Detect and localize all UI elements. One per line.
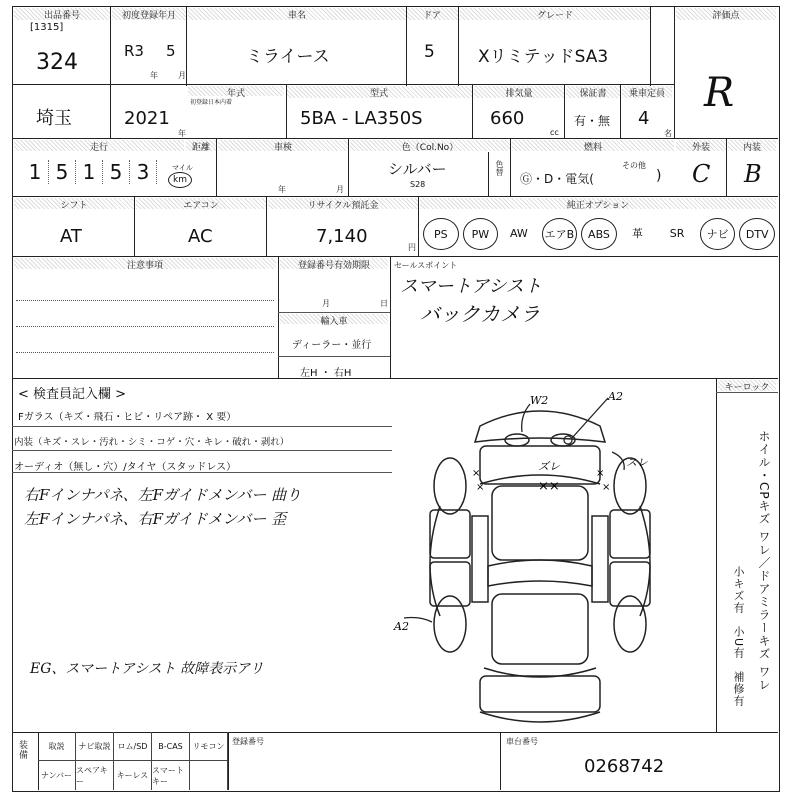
inspector-row-glass: Fガラス（キズ・飛石・ヒビ・リペア跡・ X 要） <box>18 412 237 423</box>
ext-score: C <box>692 160 711 188</box>
hdr-sales-points: セールスポイント <box>394 261 458 270</box>
side-legend: ホイル・CPキズ ワレ／ドアミラーキズ ワレ <box>757 430 771 692</box>
aircon-value: AC <box>188 226 213 247</box>
hdr-lot: 出品番号 <box>14 8 110 20</box>
displacement-unit: cc <box>550 128 559 137</box>
reg-expiry-day: 日 <box>380 299 388 308</box>
hdr-doors: ドア <box>406 8 458 20</box>
equipment-item: DTV <box>739 218 775 250</box>
bottom-equipment-cell <box>190 761 228 790</box>
bottom-equipment-grid <box>38 732 228 790</box>
model-code: 5BA - LA350S <box>300 108 423 129</box>
bottom-equipment-cell: リモコン <box>190 732 228 761</box>
first-reg-month: 5 <box>166 42 176 60</box>
equipment-item: 革 <box>632 227 644 240</box>
svg-text:×: × <box>596 468 605 479</box>
first-reg-era: R3 <box>124 42 144 60</box>
mileage-unit-km: km <box>168 172 192 188</box>
hdr-warranty: 保証書 <box>566 86 620 98</box>
inspector-heading: < 検査員記入欄 > <box>18 387 127 402</box>
color-code: S28 <box>410 180 426 189</box>
shaken-year: 年 <box>278 185 286 194</box>
bottom-equipment-cell: スマートキー <box>152 761 190 790</box>
hdr-color: 色（Col.No） <box>350 140 510 151</box>
inspector-row-audio: オーディオ（無し・穴）/タイヤ（スタッドレス） <box>14 462 237 473</box>
fuel-close: ) <box>656 168 662 184</box>
hdr-first-reg: 初度登録年月 <box>112 8 186 20</box>
fuel-options: Ⓖ・D・電気( <box>520 172 594 186</box>
bottom-equipment-cell: ナンバー <box>38 761 76 790</box>
reg-expiry-month: 月 <box>322 299 330 308</box>
doors-value: 5 <box>424 42 435 62</box>
hdr-int: 内装 <box>728 140 776 151</box>
bottom-equipment-cell: B-CAS <box>152 732 190 761</box>
car-name: ミライース <box>246 47 330 67</box>
hdr-model: 型式 <box>286 86 472 98</box>
capacity: 4 <box>638 108 650 129</box>
region: 埼玉 <box>36 108 72 129</box>
model-year-unit: 年 <box>178 129 186 138</box>
capacity-unit: 名 <box>664 129 672 138</box>
eval-score: R <box>704 70 735 116</box>
equipment-item: PS <box>423 218 459 250</box>
shift-value: AT <box>60 226 82 247</box>
hdr-ext: 外装 <box>676 140 726 151</box>
warranty: 有・無 <box>574 114 611 128</box>
int-score: B <box>744 160 762 188</box>
first-reg-unit-y: 年 <box>150 71 158 80</box>
handle-side: 左H ・ 右H <box>300 368 352 379</box>
svg-text:×: × <box>472 468 481 479</box>
bottom-equipment-cell: スペアキー <box>76 761 114 790</box>
color-change: 色替 <box>495 160 504 176</box>
hdr-capacity: 乗車定員 <box>622 86 672 98</box>
inspector-row-interior: 内装（キズ・スレ・汚れ・シミ・コゲ・穴・キレ・破れ・剥れ） <box>14 437 290 448</box>
equipment-item: ナビ <box>700 218 736 250</box>
hdr-key-lock: キーロック <box>718 380 776 391</box>
car-damage-diagram <box>380 386 700 732</box>
bottom-equipment-cell: ナビ取説 <box>76 732 114 761</box>
first-reg-unit-m: 月 <box>178 71 186 80</box>
mileage-digit: 5 <box>103 160 130 184</box>
lot-code: [1315] <box>30 22 64 33</box>
mileage-digits <box>22 160 157 184</box>
mark-zure: ズレ <box>538 460 560 473</box>
displacement: 660 <box>490 108 525 129</box>
bottom-chassis-label: 車台番号 <box>506 737 538 746</box>
color-name: シルバー <box>388 160 447 178</box>
equipment-item: エアB <box>542 218 578 250</box>
mark-w2: W2 <box>530 394 549 407</box>
hdr-aircon: エアコン <box>136 198 266 209</box>
fuel-other: その他 <box>622 161 646 170</box>
hdr-displacement: 排気量 <box>474 86 564 98</box>
bottom-reg-no-label: 登録番号 <box>232 737 264 746</box>
lot-number: 324 <box>36 50 78 75</box>
hdr-eval: 評価点 <box>676 8 776 20</box>
mileage-digit: 1 <box>76 160 103 184</box>
svg-text:×: × <box>476 482 485 493</box>
hdr-fuel: 燃料 <box>512 140 674 151</box>
import-dealer: ディーラー・並行 <box>292 340 372 351</box>
hdr-model-year: 年式 <box>188 86 284 96</box>
hdr-grade: グレード <box>460 8 650 20</box>
sales-point-2: バックカメラ <box>420 302 540 326</box>
sales-point-1: スマートアシスト <box>400 276 542 297</box>
mark-x-cluster: ×× <box>538 479 560 494</box>
handwritten-note-2: 左Fインナパネ、右Fガイドメンバー 歪 <box>24 510 287 528</box>
grade-value: XリミテッドSA3 <box>478 47 609 67</box>
hdr-car-name: 車名 <box>188 8 406 20</box>
hdr-mileage: 走行 <box>14 140 184 151</box>
equipment-list <box>420 212 776 256</box>
equipment-item: PW <box>463 218 499 250</box>
hdr-notes: 注意事項 <box>14 258 276 269</box>
bottom-equipment-cell: 取説 <box>38 732 76 761</box>
hdr-reg-expiry: 登録番号有効期限 <box>280 258 388 269</box>
shaken-month: 月 <box>336 185 344 194</box>
hdr-equipment: 純正オプション <box>420 198 776 209</box>
equipment-item: AW <box>509 226 528 240</box>
mileage-digit: 5 <box>49 160 76 184</box>
chassis-number: 0268742 <box>584 756 665 777</box>
equipment-item: SR <box>669 226 685 240</box>
mark-a2-top: A2 <box>608 390 623 403</box>
bottom-equipment-cell: ロム/SD <box>114 732 152 761</box>
handwritten-note-1: 右Fインナパネ、左Fガイドメンバー 曲り <box>24 486 302 504</box>
hdr-shift: シフト <box>14 198 134 209</box>
mileage-unit-miles: マイル <box>172 164 193 172</box>
bottom-equipment-cell: キーレス <box>114 761 152 790</box>
recycle-value: 7,140 <box>316 226 368 247</box>
equipment-item: ABS <box>581 218 617 250</box>
model-year: 2021 <box>124 108 170 129</box>
side-legend-2: 小キズ有 小U有 補修有 <box>732 566 745 708</box>
mileage-digit: 3 <box>130 160 157 184</box>
hdr-import: 輸入車 <box>280 314 388 324</box>
mark-a2-left: A2 <box>394 620 409 633</box>
model-year-note: 初登録日本内着 <box>190 99 233 106</box>
bottom-transport-label: 装備 <box>17 740 27 760</box>
hdr-shaken: 車検 <box>218 140 348 151</box>
mark-sure: スレ <box>626 456 648 469</box>
svg-text:×: × <box>602 482 611 493</box>
handwritten-note-3: EG、スマートアシスト 故障表示アリ <box>30 661 264 677</box>
mileage-digit: 1 <box>22 160 49 184</box>
hdr-mileage-sub: 距離 <box>186 140 216 151</box>
hdr-recycle: リサイクル預託金 <box>268 198 418 209</box>
recycle-unit: 円 <box>408 243 416 252</box>
